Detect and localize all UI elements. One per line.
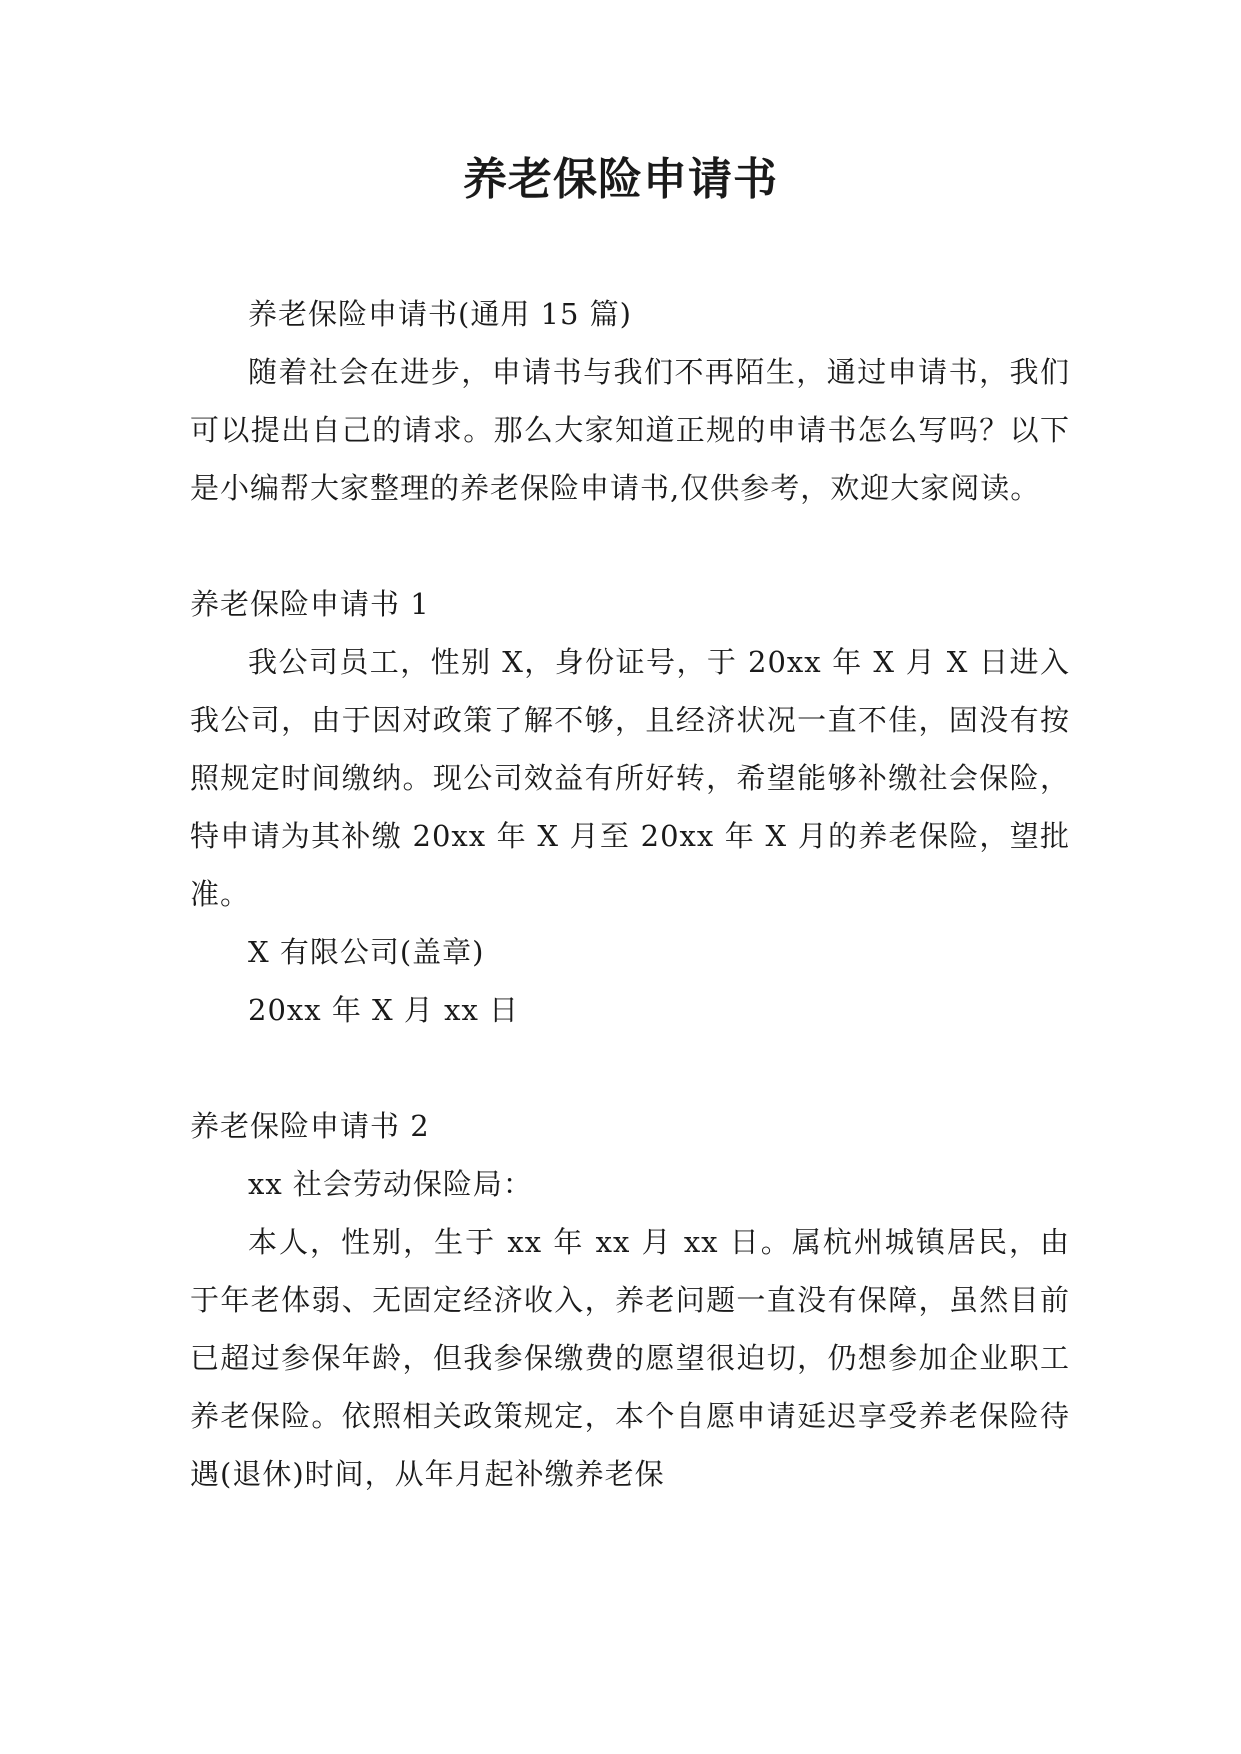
section-2-heading: 养老保险申请书 2 [190, 1109, 430, 1143]
section-1-date: 20xx 年 X 月 xx 日 [248, 993, 520, 1027]
document-body [190, 285, 1070, 1503]
intro-paragraph: 随着社会在进步，申请书与我们不再陌生，通过申请书，我们可以提出自己的请求。那么大家知道正规的申请书怎么写吗？以下是小编帮大家整理的养老保险申请书,仅供参考，欢迎大家阅读。 [190, 355, 1070, 505]
section-1-signature: X 有限公司(盖章) [248, 935, 485, 969]
section-1-heading: 养老保险申请书 1 [190, 587, 430, 621]
section-1-paragraph: 我公司员工，性别 X，身份证号，于 20xx 年 X 月 X 日进入我公司，由于因对政策了解不够，且经济状况一直不佳，固没有按照规定时间缴纳。现公司效益有所好转，希望能够补缴社会保险，特申请为其补缴 20xx 年 X 月至 20xx 年 X 月的养老保险，望批准。 [190, 645, 1070, 911]
section-2-addressee: xx 社会劳动保险局： [248, 1167, 533, 1201]
document-title: 养老保险申请书 [463, 154, 778, 205]
section-2-paragraph: 本人，性别，生于 xx 年 xx 月 xx 日。属杭州城镇居民，由于年老体弱、无固定经济收入，养老问题一直没有保障，虽然目前已超过参保年龄，但我参保缴费的愿望很迫切，仍想参加企业职工养老保险。依照相关政策规定，本个自愿申请延迟享受养老保险待遇(退休)时间，从年月起补缴养老保 [190, 1225, 1070, 1491]
document-subtitle: 养老保险申请书(通用 15 篇) [248, 297, 632, 331]
